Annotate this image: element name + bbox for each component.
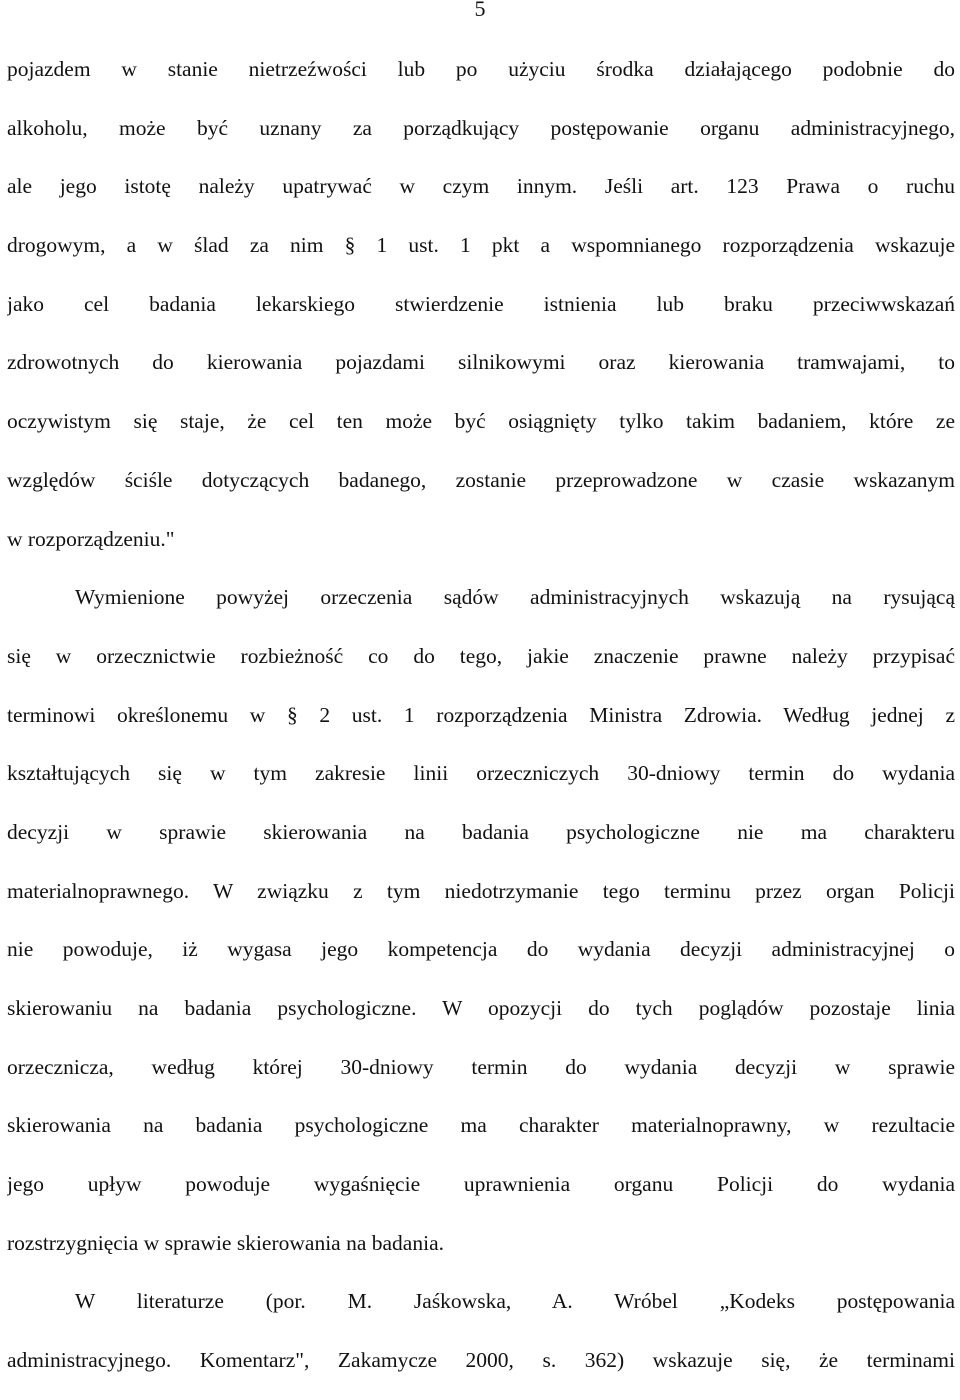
text-line: pojazdem w stanie nietrzeźwości lub po użyciu środka działającego podobnie do — [7, 57, 955, 81]
text-line: alkoholu, może być uznany za porządkujący postępowanie organu administracyjnego, — [7, 115, 955, 140]
paragraph-2 — [7, 568, 955, 1272]
paragraph-3 — [7, 1272, 955, 1389]
text-line: materialnoprawnego. W związku z tym niedotrzymanie tego terminu przez organ Policji — [7, 878, 955, 903]
text-line: W literaturze (por. M. Jaśkowska, A. Wróbel „Kodeks postępowania — [75, 1289, 955, 1314]
text-line: jako cel badania lekarskiego stwierdzenie istnienia lub braku przeciwwskazań — [7, 291, 955, 316]
text-line: kształtujących się w tym zakresie linii orzeczniczych 30-dniowy termin do wydania — [7, 761, 955, 786]
paragraph-1 — [7, 40, 955, 568]
text-line: zdrowotnych do kierowania pojazdami silnikowymi oraz kierowania tramwajami, to — [7, 350, 955, 375]
text-line: skierowaniu na badania psychologiczne. W opozycji do tych poglądów pozostaje linia — [7, 996, 955, 1020]
text-line: decyzji w sprawie skierowania na badania psychologiczne nie ma charakteru — [7, 819, 955, 844]
document-body — [7, 40, 955, 1390]
page-number: 5 — [474, 0, 486, 21]
text-line: orzecznicza, według której 30-dniowy termin do wydania decyzji w sprawie — [7, 1054, 955, 1079]
text-line: względów ściśle dotyczących badanego, zostanie przeprowadzone w czasie wskazanym — [7, 467, 955, 492]
text-line: jego upływ powoduje wygaśnięcie uprawnienia organu Policji do wydania — [7, 1172, 955, 1197]
text-line: nie powoduje, iż wygasa jego kompetencja do wydania decyzji administracyjnej o — [7, 937, 955, 962]
text-line: rozstrzygnięcia w sprawie skierowania na badania. — [7, 1230, 444, 1255]
text-line: Wymienione powyżej orzeczenia sądów administracyjnych wskazują na rysującą — [75, 585, 955, 610]
text-line: oczywistym się staje, że cel ten może być osiągnięty tylko takim badaniem, które ze — [7, 409, 955, 434]
text-line: administracyjnego. Komentarz", Zakamycze 2000, s. 362) wskazuje się, że terminami — [7, 1348, 955, 1373]
text-line: się w orzecznictwie rozbieżność co do tego, jakie znaczenie prawne należy przypisać — [7, 643, 955, 668]
text-line: w rozporządzeniu." — [7, 526, 175, 551]
text-line: ale jego istotę należy upatrywać w czym innym. Jeśli art. 123 Prawa o ruchu — [7, 174, 955, 199]
text-line: skierowania na badania psychologiczne ma charakter materialnoprawny, w rezultacie — [7, 1113, 955, 1138]
text-line: terminowi określonemu w § 2 ust. 1 rozporządzenia Ministra Zdrowia. Według jednej z — [7, 702, 955, 727]
text-line: drogowym, a w ślad za nim § 1 ust. 1 pkt a wspomnianego rozporządzenia wskazuje — [7, 233, 955, 258]
